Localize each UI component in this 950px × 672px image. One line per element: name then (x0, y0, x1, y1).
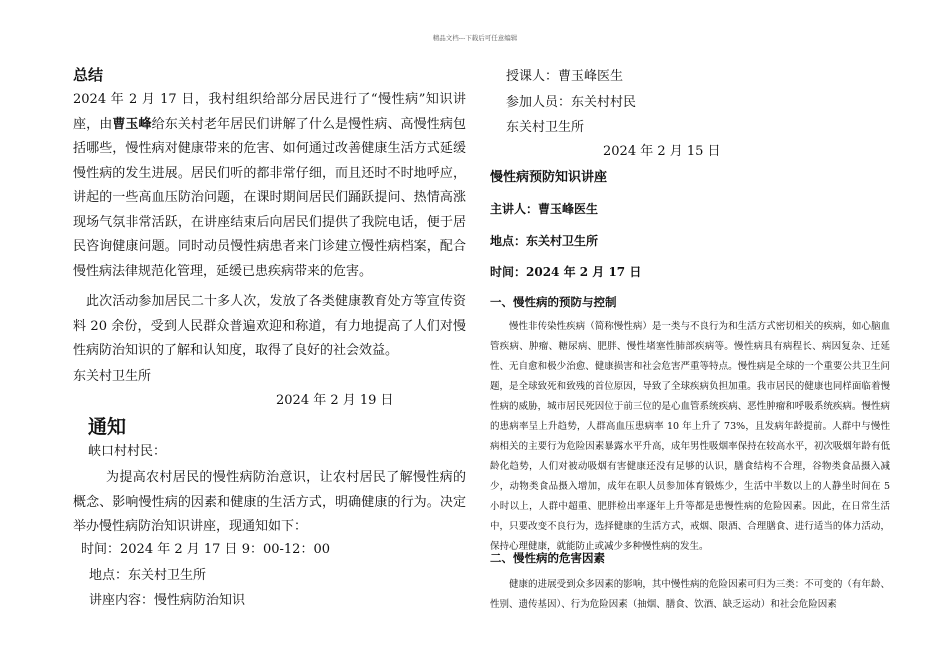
lecture-speaker (490, 200, 598, 217)
page-header-note: 精品文档---下载后可任意编辑 (432, 34, 518, 42)
lecture-title: 慢性病预防知识讲座 (490, 170, 608, 185)
summary-text-a: 2024 年 2 月 17 日，我村组织给部分居民进行了“慢性病”知识讲座，由 (73, 92, 466, 132)
lecture-speaker-label: 主讲人： (490, 202, 539, 216)
section-2-body: 健康的进展受到众多因素的影响，其中慢性病的危险因素可归为三类：不可变的（有年龄、性别、遗传基因）、行为危险因素（抽烟、膳食、饮酒、缺乏运动）和社会危险因素 (490, 579, 890, 610)
notice-participants: 参加人员：东关村村民 (506, 95, 637, 110)
section-2-title: 二、慢性病的危害因素 (490, 551, 605, 565)
summary-org: 东关村卫生所 (73, 369, 152, 384)
notice-title: 通知 (88, 416, 127, 438)
summary-date: 2024 年 2 月 19 日 (276, 393, 394, 408)
summary-paragraph-2: 此次活动参加居民二十多人次，发放了各类健康教育处方等宣传资料 20 余份，受到人民群众普遍欢迎和称道，有力地提高了人们对慢性病防治知识的了解和认知度，取得了良好的社会效益。 (73, 294, 466, 358)
notice-place: 地点：东关村卫生所 (89, 568, 207, 583)
section-1-title: 一、慢性病的预防与控制 (490, 295, 617, 309)
summary-text-b: 给东关村老年居民们讲解了什么是慢性病、高慢性病包括哪些，慢性病对健康带来的危害、如何通过改善健康生活方式延缓慢性病的发生进展。居民们听的都非常仔细，而且还时不时地呼应，讲起的一些高血压防治问题，在课时期间居民们踊跃提问、热情高涨现场气氛非常活跃，在讲座结束后向居民们提供了我院电话，便于居民咨询健康问题。同时动员慢性病患者来门诊建立慢性病档案，配合慢性病法律规范化管理，延缓已患疾病带来的危害。 (73, 116, 466, 279)
notice-date: 2024 年 2 月 15 日 (603, 144, 721, 159)
notice-content: 讲座内容：慢性病防治知识 (89, 593, 246, 608)
notice-salutation: 峡口村村民： (88, 444, 167, 459)
notice-org: 东关村卫生所 (506, 120, 585, 135)
summary-paragraph-1 (73, 88, 466, 284)
summary-title: 总结 (73, 66, 104, 84)
lecture-speaker-name: 曹玉峰医生 (538, 202, 599, 216)
notice-time: 时间：2024 年 2 月 17 日 9：00-12：00 (81, 542, 330, 557)
lecture-place: 地点：东关村卫生所 (490, 234, 599, 248)
lecture-time: 时间：2024 年 2 月 17 日 (490, 265, 642, 279)
summary-speaker-name: 曹玉峰 (112, 116, 152, 132)
notice-body: 为提高农村居民的慢性病防治意识，让农村居民了解慢性病的概念、影响慢性病的因素和健康的生活方式，明确健康的行为。决定举办慢性病防治知识讲座，现通知如下： (73, 470, 466, 534)
section-1-body: 慢性非传染性疾病（简称慢性病）是一类与不良行为和生活方式密切相关的疾病，如心脑血管疾病、肿瘤、糖尿病、肥胖、慢性堵塞性肺部疾病等。慢性病具有病程长、病因复杂、迁延性、无自愈和极少治愈、健康损害和社会危害严重等特点。慢性病是全球的一个重要公共卫生问题，是全球致死和致残的首位原因，导致了全球疾病负担加重。我市居民的健康也同样面临着慢性病的威胁，城市居民死因位于前三位的是心血管系统疾病、恶性肿瘤和呼吸系统疾病。慢性病的患病率呈上升趋势，人群高血压患病率 10 年上升了 73%，且发病年龄提前。人群中与慢性病相关的主要行为危险因素暴露水平升高，成年男性吸烟率保持在较高水平，初次吸烟年龄有低龄化趋势，人们对被动吸烟有害健康还没有足够的认识，膳食结构不合理，谷物类食品摄入减少，动物类食品摄入增加，成年在职人员参加体育锻炼少，生活中半数以上的人静坐时间在 5 小时以上，人群中超重、肥胖检出率逐年上升等都是患慢性病的危险因素。因此，在日常生活中，只要改变不良行为，选择健康的生活方式，戒烟、限酒、合理膳食、进行适当的体力活动，保持心理健康，就能防止或减少多种慢性病的发生。 (490, 321, 890, 552)
notice-lecturer: 授课人：曹玉峰医生 (506, 69, 624, 84)
